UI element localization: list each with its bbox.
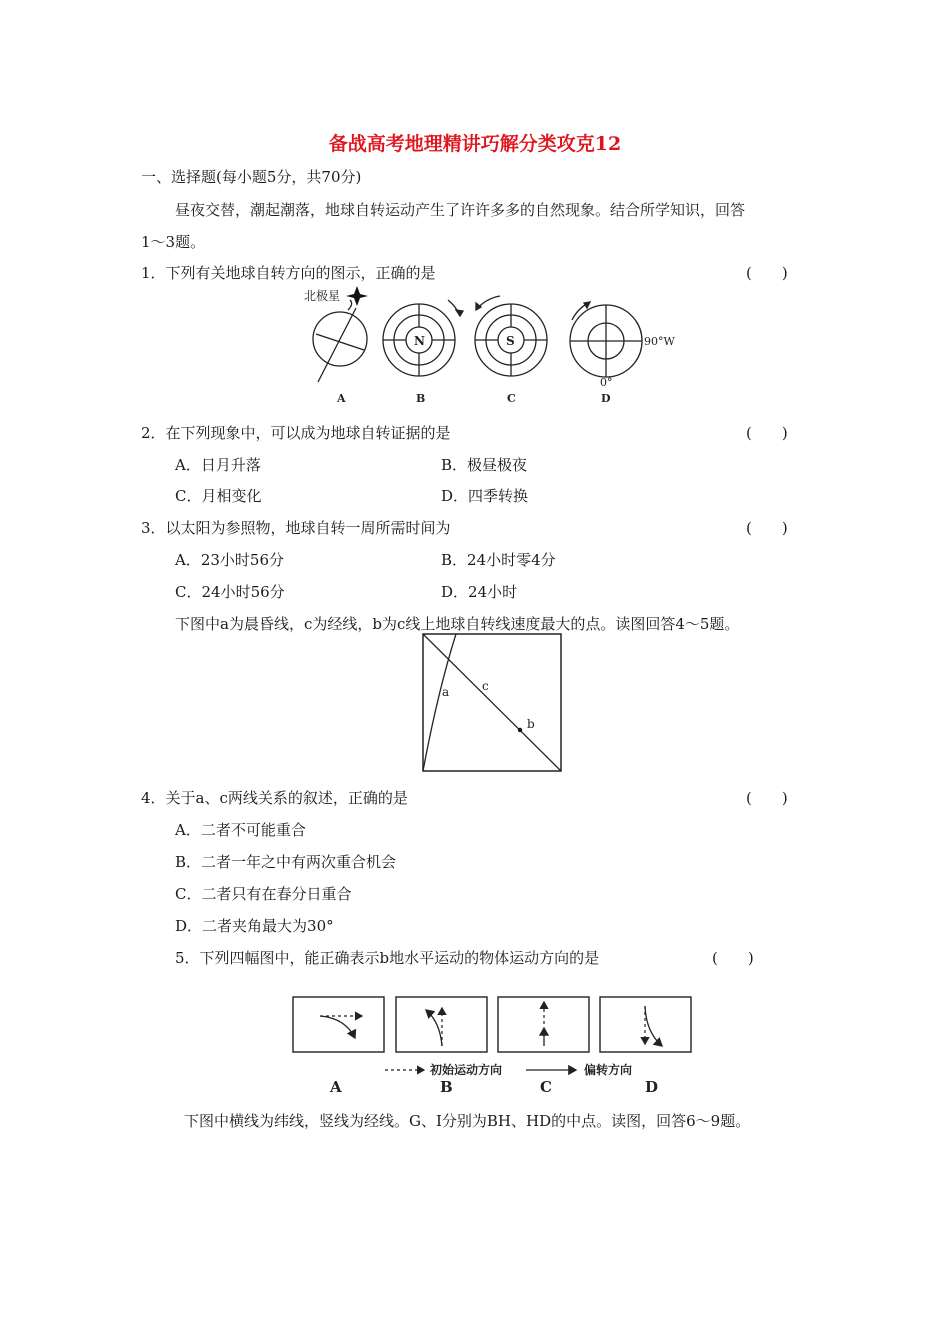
fig1-label-a: A [337, 392, 346, 405]
legend-initial-direction: 初始运动方向 [430, 1063, 503, 1077]
intro-paragraph-3: 下图中横线为纬线，竖线为经线。G、I分别为BH、HD的中点。读图，回答6～9题。 [184, 1112, 751, 1130]
fig5-panel-b [426, 1008, 442, 1046]
intro-paragraph-1: 昼夜交替，潮起潮落，地球自转运动产生了许许多多的自然现象。结合所学知识，回答 [175, 201, 746, 219]
q4-option-d[interactable]: D．二者夹角最大为30° [175, 917, 334, 935]
globe-a [313, 300, 367, 382]
fig1-label-c: C [507, 392, 516, 405]
label-b: b [527, 717, 535, 731]
intro-paragraph-1-cont: 1～3题。 [141, 233, 206, 251]
q2-option-a[interactable]: A．日月升落 [175, 456, 261, 474]
fig5-label-d: D [645, 1078, 659, 1096]
q4-option-a[interactable]: A．二者不可能重合 [175, 821, 306, 839]
q4-option-b[interactable]: B．二者一年之中有两次重合机会 [175, 853, 397, 871]
q2-option-b[interactable]: B．极昼极夜 [441, 456, 528, 474]
globe-d [570, 302, 642, 377]
question-4-answer-blank[interactable]: ( ) [746, 789, 788, 807]
q3-option-a[interactable]: A．23小时56分 [175, 551, 285, 569]
terminator-figure [420, 632, 566, 774]
globe-d-0-label: 0° [600, 376, 613, 389]
question-2-answer-blank[interactable]: ( ) [746, 424, 788, 442]
section-heading: 一、选择题(每小题5分，共70分) [141, 168, 362, 186]
terminator-a [423, 634, 456, 771]
question-3-stem: 3．以太阳为参照物，地球自转一周所需时间为 [141, 519, 451, 537]
globe-b-n-label: N [414, 334, 425, 348]
q2-option-d[interactable]: D．四季转换 [441, 487, 529, 505]
fig5-label-c: C [540, 1078, 552, 1096]
globe-d-90w-label: 90°W [644, 335, 675, 348]
label-a: a [442, 685, 450, 699]
q3-option-d[interactable]: D．24小时 [441, 583, 518, 601]
question-5-answer-blank[interactable]: ( ) [712, 949, 754, 967]
question-4-stem: 4．关于a、c两线关系的叙述，正确的是 [141, 789, 408, 807]
question-1-stem: 1．下列有关地球自转方向的图示，正确的是 [141, 264, 436, 282]
question-5-figure [290, 994, 695, 1098]
page-title: 备战高考地理精讲巧解分类攻克12 [328, 133, 622, 155]
globe-c-s-label: S [506, 334, 515, 348]
fig5-label-b: B [440, 1078, 453, 1096]
polaris-star-icon [346, 286, 368, 306]
meridian-c [423, 634, 561, 771]
label-c: c [482, 679, 489, 693]
fig5-label-a: A [330, 1078, 342, 1096]
q2-option-c[interactable]: C．月相变化 [175, 487, 262, 505]
q3-option-c[interactable]: C．24小时56分 [175, 583, 285, 601]
polaris-label: 北极星 [304, 289, 341, 303]
q4-option-c[interactable]: C．二者只有在春分日重合 [175, 885, 352, 903]
question-1-figure [300, 282, 690, 408]
q3-option-b[interactable]: B．24小时零4分 [441, 551, 556, 569]
intro-paragraph-2: 下图中a为晨昏线，c为经线，b为c线上地球自转线速度最大的点。读图回答4～5题。 [175, 615, 740, 633]
fig1-label-d: D [601, 392, 611, 405]
legend-deflection-direction: 偏转方向 [584, 1063, 633, 1077]
fig5-panel-d [645, 1006, 662, 1046]
point-b [518, 728, 522, 732]
question-3-answer-blank[interactable]: ( ) [746, 519, 788, 537]
question-2-stem: 2．在下列现象中，可以成为地球自转证据的是 [141, 424, 451, 442]
question-1-answer-blank[interactable]: ( ) [746, 264, 788, 282]
fig5-panel-a [320, 1016, 362, 1038]
question-5-stem: 5．下列四幅图中，能正确表示b地水平运动的物体运动方向的是 [175, 949, 600, 967]
fig1-label-b: B [416, 392, 426, 405]
fig5-legend [385, 1062, 632, 1077]
